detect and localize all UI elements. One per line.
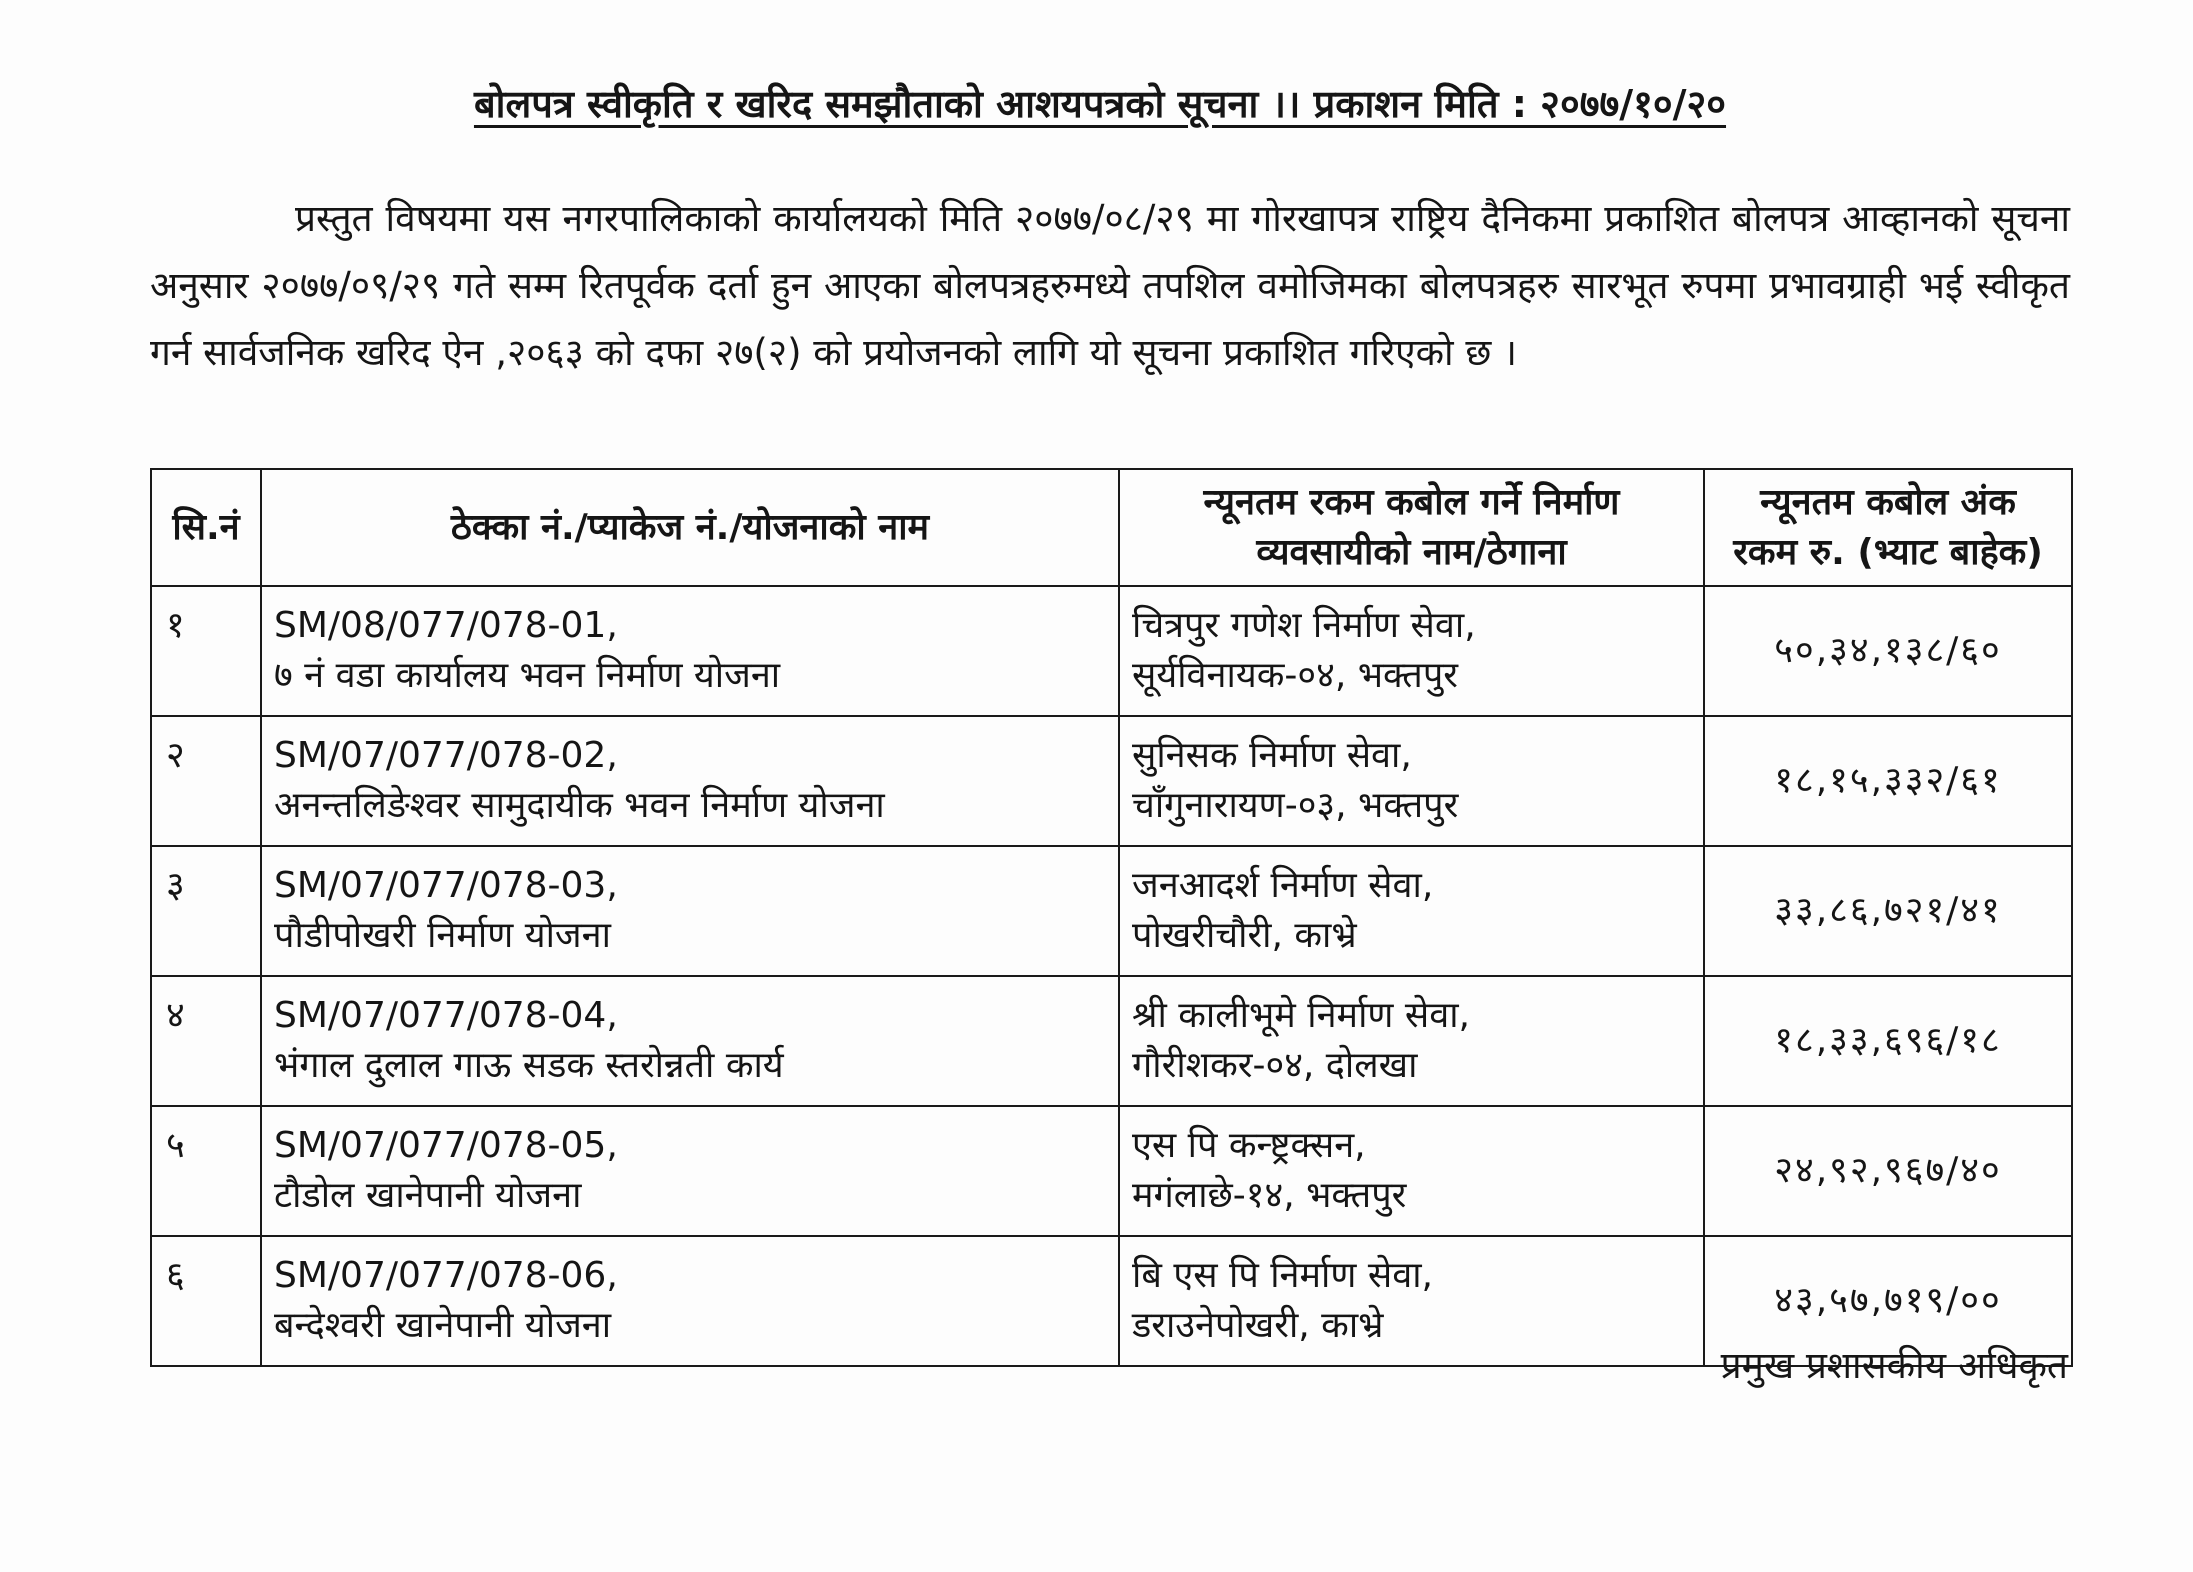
table-row	[151, 1106, 2072, 1236]
row-serial-number: १	[151, 586, 261, 716]
row-project	[261, 976, 1119, 1106]
header-project-name: ठेक्का नं./प्याकेज नं./योजनाको नाम	[261, 469, 1119, 586]
row-serial-number: ३	[151, 846, 261, 976]
signatory-title: प्रमुख प्रशासकीय अधिकृत	[1720, 1344, 2068, 1387]
row-project	[261, 846, 1119, 976]
row-builder-address: पोखरीचौरी, काभ्रे	[1132, 915, 1357, 956]
row-project-name: टौडोल खानेपानी योजना	[274, 1175, 582, 1216]
row-serial-number: ४	[151, 976, 261, 1106]
table-header-row	[151, 469, 2072, 586]
row-builder-name: एस पि कन्ष्ट्रक्सन,	[1132, 1125, 1366, 1166]
row-contract-code: SM/08/077/078-01,	[274, 605, 618, 646]
header-amount	[1704, 469, 2072, 586]
row-amount: १८,३३,६९६/१८	[1704, 976, 2072, 1106]
row-builder	[1119, 1106, 1704, 1236]
row-project-name: बन्देश्वरी खानेपानी योजना	[274, 1305, 612, 1346]
table-row	[151, 846, 2072, 976]
row-project	[261, 716, 1119, 846]
header-builder-line-1: न्यूनतम रकम कबोल गर्ने निर्माण	[1203, 481, 1620, 523]
header-serial-number: सि.नं	[151, 469, 261, 586]
row-contract-code: SM/07/077/078-04,	[274, 995, 618, 1036]
row-contract-code: SM/07/077/078-02,	[274, 735, 618, 776]
row-serial-number: २	[151, 716, 261, 846]
header-builder	[1119, 469, 1704, 586]
row-builder	[1119, 586, 1704, 716]
row-amount: ३३,८६,७२१/४१	[1704, 846, 2072, 976]
row-contract-code: SM/07/077/078-03,	[274, 865, 618, 906]
row-serial-number: ६	[151, 1236, 261, 1366]
row-project-name: पौडीपोखरी निर्माण योजना	[274, 915, 611, 956]
table-row	[151, 586, 2072, 716]
row-project-name: ७ नं वडा कार्यालय भवन निर्माण योजना	[274, 655, 781, 696]
row-project	[261, 1236, 1119, 1366]
row-builder	[1119, 716, 1704, 846]
row-contract-code: SM/07/077/078-06,	[274, 1255, 618, 1296]
table-row	[151, 976, 2072, 1106]
bid-acceptance-table	[150, 468, 2073, 1367]
row-contract-code: SM/07/077/078-05,	[274, 1125, 618, 1166]
intro-paragraph: प्रस्तुत विषयमा यस नगरपालिकाको कार्यालयको मिति २०७७/०८/२९ मा गोरखापत्र राष्ट्रिय दैनिकमा प्रकाशित बोलपत्र आव्हानको सूचना अनुसार २०७७/०९/२९ गते सम्म रितपूर्वक दर्ता हुन आएका बोलपत्रहरुमध्ये तपशिल वमोजिमका बोलपत्रहरु सारभूत रुपमा प्रभावग्राही भई स्वीकृत गर्न सार्वजनिक खरिद ऐन ,२०६३ को दफा २७(२) को प्रयोजनको लागि यो सूचना प्रकाशित गरिएको छ ।	[150, 197, 2070, 374]
row-builder-name: श्री कालीभूमे निर्माण सेवा,	[1132, 995, 1470, 1036]
row-serial-number: ५	[151, 1106, 261, 1236]
row-amount: ५०,३४,१३८/६०	[1704, 586, 2072, 716]
header-builder-line-2: व्यवसायीको नाम/ठेगाना	[1256, 531, 1567, 573]
header-amount-line-1: न्यूनतम कबोल अंक	[1760, 481, 2016, 523]
notice-title	[150, 78, 2050, 130]
table-row	[151, 716, 2072, 846]
row-builder-address: चाँगुनारायण-०३, भक्तपुर	[1132, 785, 1459, 826]
row-builder-name: जनआदर्श निर्माण सेवा,	[1132, 865, 1434, 906]
row-amount: ४३,५७,७१९/००	[1704, 1236, 2072, 1366]
row-builder-address: मगंलाछे-१४, भक्तपुर	[1132, 1175, 1407, 1216]
row-builder-address: गौरीशकर-०४, दोलखा	[1132, 1045, 1418, 1086]
row-amount: २४,९२,९६७/४०	[1704, 1106, 2072, 1236]
row-builder-name: सुनिसक निर्माण सेवा,	[1132, 735, 1412, 776]
row-project	[261, 1106, 1119, 1236]
row-builder-address: डराउनेपोखरी, काभ्रे	[1132, 1305, 1384, 1346]
row-builder-name: चित्रपुर गणेश निर्माण सेवा,	[1132, 605, 1476, 646]
row-project	[261, 586, 1119, 716]
row-project-name: अनन्तलिङेश्वर सामुदायीक भवन निर्माण योजना	[274, 785, 885, 826]
row-amount: १८,१५,३३२/६१	[1704, 716, 2072, 846]
row-builder	[1119, 846, 1704, 976]
row-builder-name: बि एस पि निर्माण सेवा,	[1132, 1255, 1433, 1296]
header-amount-line-2: रकम रु. (भ्याट बाहेक)	[1733, 531, 2043, 573]
notice-title-text: बोलपत्र स्वीकृति र खरिद समझौताको आशयपत्रको सूचना ।। प्रकाशन मिति : २०७७/१०/२०	[473, 82, 1727, 126]
row-builder-address: सूर्यविनायक-०४, भक्तपुर	[1132, 655, 1459, 696]
row-project-name: भंगाल दुलाल गाऊ सडक स्तरोन्नती कार्य	[274, 1045, 784, 1086]
row-builder	[1119, 976, 1704, 1106]
row-builder	[1119, 1236, 1704, 1366]
